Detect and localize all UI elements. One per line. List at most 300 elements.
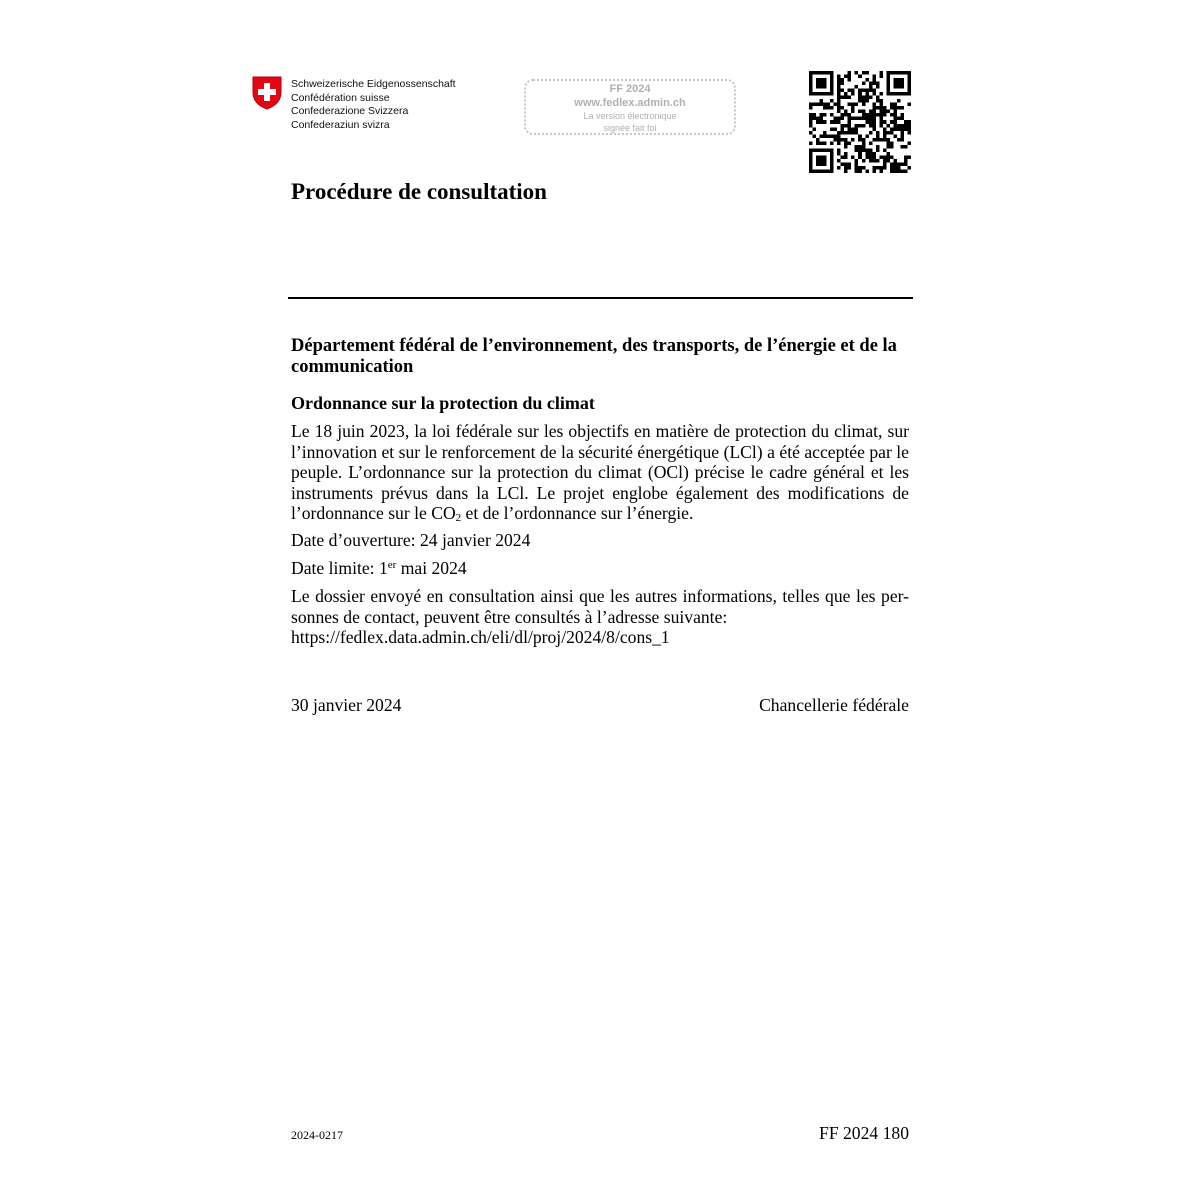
qr-module bbox=[823, 134, 827, 138]
confederation-line-rm: Confederaziun svizra bbox=[291, 118, 390, 131]
qr-module bbox=[904, 145, 908, 149]
qr-module bbox=[886, 92, 890, 96]
qr-module bbox=[904, 159, 908, 163]
qr-module bbox=[816, 162, 820, 166]
issuer-label: Chancellerie fédérale bbox=[759, 695, 909, 715]
qr-module bbox=[820, 82, 824, 86]
qr-module bbox=[823, 169, 827, 173]
qr-module bbox=[879, 106, 883, 110]
qr-module bbox=[872, 113, 876, 117]
qr-module bbox=[830, 152, 834, 156]
qr-module bbox=[869, 148, 873, 152]
qr-module bbox=[893, 113, 897, 117]
qr-module bbox=[876, 113, 880, 117]
qr-module bbox=[855, 71, 859, 75]
qr-module bbox=[837, 117, 841, 121]
qr-module bbox=[879, 117, 883, 121]
qr-module bbox=[862, 113, 866, 117]
qr-module bbox=[886, 152, 890, 156]
qr-module bbox=[893, 120, 897, 124]
qr-module bbox=[848, 131, 852, 135]
qr-module bbox=[823, 85, 827, 89]
qr-module bbox=[858, 92, 862, 96]
qr-module bbox=[830, 92, 834, 96]
qr-module bbox=[837, 89, 841, 93]
qr-module bbox=[848, 89, 852, 93]
qr-module bbox=[830, 134, 834, 138]
deadline-suffix: mai 2024 bbox=[396, 558, 467, 578]
qr-module bbox=[879, 110, 883, 114]
qr-module bbox=[848, 120, 852, 124]
confederation-label bbox=[291, 78, 456, 132]
qr-module bbox=[844, 138, 848, 142]
qr-module bbox=[837, 78, 841, 82]
qr-module bbox=[862, 138, 866, 142]
qr-module bbox=[827, 148, 831, 152]
qr-module bbox=[809, 124, 813, 128]
qr-module bbox=[869, 152, 873, 156]
qr-module bbox=[907, 89, 911, 93]
qr-module bbox=[851, 131, 855, 135]
qr-module bbox=[830, 106, 834, 110]
qr-module bbox=[820, 162, 824, 166]
qr-module bbox=[848, 96, 852, 100]
qr-module bbox=[890, 145, 894, 149]
qr-module bbox=[820, 155, 824, 159]
qr-module bbox=[869, 120, 873, 124]
qr-module bbox=[883, 159, 887, 163]
qr-module bbox=[844, 141, 848, 145]
qr-module bbox=[886, 78, 890, 82]
qr-module bbox=[813, 103, 817, 107]
qr-module bbox=[879, 120, 883, 124]
qr-module bbox=[890, 131, 894, 135]
qr-module bbox=[844, 152, 848, 156]
qr-module bbox=[837, 166, 841, 170]
qr-module bbox=[893, 78, 897, 82]
qr-module bbox=[830, 155, 834, 159]
qr-module bbox=[848, 117, 852, 121]
qr-module bbox=[879, 124, 883, 128]
qr-module bbox=[844, 110, 848, 114]
qr-module bbox=[890, 141, 894, 145]
qr-module bbox=[841, 124, 845, 128]
qr-module bbox=[869, 89, 873, 93]
qr-module bbox=[862, 141, 866, 145]
qr-module bbox=[862, 117, 866, 121]
electronic-signature-stamp bbox=[524, 79, 736, 135]
qr-module bbox=[862, 124, 866, 128]
qr-module bbox=[820, 71, 824, 75]
qr-module bbox=[841, 82, 845, 86]
qr-module bbox=[890, 113, 894, 117]
consultation-link[interactable]: https://fedlex.data.admin.ch/eli/dl/proj/2024/8/cons_1 bbox=[291, 627, 670, 648]
qr-module bbox=[809, 162, 813, 166]
qr-module bbox=[820, 120, 824, 124]
qr-module bbox=[858, 169, 862, 173]
qr-module bbox=[823, 106, 827, 110]
qr-module bbox=[890, 103, 894, 107]
qr-module bbox=[820, 113, 824, 117]
qr-module bbox=[816, 85, 820, 89]
qr-module bbox=[837, 85, 841, 89]
qr-module bbox=[872, 110, 876, 114]
qr-module bbox=[827, 106, 831, 110]
qr-module bbox=[841, 96, 845, 100]
qr-module bbox=[809, 92, 813, 96]
qr-module bbox=[890, 169, 894, 173]
qr-module bbox=[872, 89, 876, 93]
qr-module bbox=[848, 78, 852, 82]
qr-module bbox=[890, 155, 894, 159]
qr-module bbox=[900, 78, 904, 82]
qr-module bbox=[886, 110, 890, 114]
qr-module bbox=[865, 120, 869, 124]
qr-module bbox=[837, 148, 841, 152]
qr-module bbox=[879, 99, 883, 103]
qr-module bbox=[890, 92, 894, 96]
qr-module bbox=[893, 162, 897, 166]
qr-module bbox=[820, 103, 824, 107]
qr-module bbox=[816, 120, 820, 124]
qr-module bbox=[872, 78, 876, 82]
qr-module bbox=[904, 120, 908, 124]
qr-module bbox=[893, 103, 897, 107]
qr-module bbox=[886, 85, 890, 89]
qr-module bbox=[879, 166, 883, 170]
intro-text-b: et de l’ordonnance sur l’énergie. bbox=[461, 503, 694, 524]
qr-module bbox=[876, 138, 880, 142]
qr-module bbox=[876, 166, 880, 170]
page-reference: FF 2024 180 bbox=[819, 1123, 909, 1143]
qr-module bbox=[886, 71, 890, 75]
qr-module bbox=[830, 120, 834, 124]
qr-module bbox=[897, 106, 901, 110]
qr-module bbox=[830, 159, 834, 163]
qr-module bbox=[820, 169, 824, 173]
qr-module bbox=[844, 169, 848, 173]
qr-module bbox=[869, 96, 873, 100]
qr-module bbox=[886, 131, 890, 135]
qr-module bbox=[907, 124, 911, 128]
qr-module bbox=[823, 120, 827, 124]
qr-module bbox=[872, 138, 876, 142]
qr-module bbox=[830, 148, 834, 152]
qr-module bbox=[851, 155, 855, 159]
qr-module bbox=[879, 71, 883, 75]
qr-module bbox=[900, 82, 904, 86]
qr-module bbox=[865, 117, 869, 121]
qr-module bbox=[858, 166, 862, 170]
qr-module bbox=[893, 110, 897, 114]
qr-module bbox=[907, 131, 911, 135]
qr-module bbox=[872, 124, 876, 128]
qr-module bbox=[883, 120, 887, 124]
qr-module bbox=[830, 78, 834, 82]
info-paragraph bbox=[291, 586, 909, 648]
qr-module bbox=[900, 162, 904, 166]
qr-module bbox=[862, 89, 866, 93]
qr-module bbox=[820, 92, 824, 96]
qr-module bbox=[893, 71, 897, 75]
qr-module bbox=[827, 169, 831, 173]
qr-module bbox=[897, 169, 901, 173]
qr-module bbox=[883, 138, 887, 142]
qr-module bbox=[865, 155, 869, 159]
qr-module bbox=[848, 127, 852, 131]
qr-module bbox=[879, 75, 883, 79]
qr-module bbox=[809, 75, 813, 79]
qr-module bbox=[834, 127, 838, 131]
qr-module bbox=[830, 75, 834, 79]
qr-module bbox=[890, 106, 894, 110]
qr-module bbox=[907, 166, 911, 170]
qr-module bbox=[890, 162, 894, 166]
qr-module bbox=[816, 141, 820, 145]
deadline-superscript: er bbox=[387, 559, 397, 571]
qr-module bbox=[879, 92, 883, 96]
qr-module bbox=[830, 169, 834, 173]
qr-module bbox=[809, 78, 813, 82]
qr-module bbox=[862, 145, 866, 149]
qr-module bbox=[897, 78, 901, 82]
qr-module bbox=[837, 110, 841, 114]
qr-module bbox=[823, 78, 827, 82]
qr-module bbox=[855, 162, 859, 166]
qr-module bbox=[858, 155, 862, 159]
qr-module bbox=[858, 138, 862, 142]
qr-module bbox=[862, 166, 866, 170]
qr-module bbox=[837, 131, 841, 135]
qr-module bbox=[904, 92, 908, 96]
qr-module bbox=[865, 89, 869, 93]
qr-module bbox=[827, 103, 831, 107]
qr-module bbox=[900, 169, 904, 173]
qr-module bbox=[897, 85, 901, 89]
qr-module bbox=[851, 110, 855, 114]
qr-module bbox=[858, 134, 862, 138]
qr-module bbox=[827, 134, 831, 138]
qr-module bbox=[848, 166, 852, 170]
qr-module bbox=[816, 155, 820, 159]
qr-module bbox=[900, 71, 904, 75]
qr-module bbox=[876, 134, 880, 138]
qr-module bbox=[851, 103, 855, 107]
qr-module bbox=[893, 134, 897, 138]
subject-heading: Ordonnance sur la protection du climat bbox=[291, 393, 595, 413]
qr-module bbox=[907, 82, 911, 86]
qr-module bbox=[823, 113, 827, 117]
qr-module bbox=[886, 159, 890, 163]
qr-module bbox=[883, 127, 887, 131]
qr-module bbox=[858, 99, 862, 103]
qr-module bbox=[879, 155, 883, 159]
qr-module bbox=[865, 96, 869, 100]
qr-module bbox=[872, 106, 876, 110]
qr-module bbox=[869, 117, 873, 121]
qr-module bbox=[893, 124, 897, 128]
qr-module bbox=[823, 162, 827, 166]
qr-module bbox=[851, 138, 855, 142]
qr-module bbox=[816, 159, 820, 163]
qr-module bbox=[830, 71, 834, 75]
qr-module bbox=[844, 162, 848, 166]
qr-module bbox=[830, 166, 834, 170]
qr-module bbox=[872, 152, 876, 156]
qr-module bbox=[851, 89, 855, 93]
qr-module bbox=[904, 162, 908, 166]
qr-module bbox=[837, 141, 841, 145]
qr-module bbox=[900, 113, 904, 117]
qr-module bbox=[890, 120, 894, 124]
qr-module bbox=[862, 148, 866, 152]
qr-module bbox=[890, 71, 894, 75]
qr-module bbox=[841, 155, 845, 159]
qr-module bbox=[907, 85, 911, 89]
publication-date: 30 janvier 2024 bbox=[291, 695, 402, 715]
qr-module bbox=[883, 148, 887, 152]
qr-module bbox=[855, 148, 859, 152]
page-title: Procédure de consultation bbox=[291, 179, 547, 204]
qr-module bbox=[893, 159, 897, 163]
department-heading: Département fédéral de l’environnement, des transports, de l’énergie et de la communication bbox=[291, 336, 897, 377]
qr-module bbox=[841, 131, 845, 135]
qr-module bbox=[890, 166, 894, 170]
qr-module bbox=[837, 99, 841, 103]
qr-module bbox=[872, 82, 876, 86]
qr-module bbox=[816, 103, 820, 107]
qr-module bbox=[886, 124, 890, 128]
qr-module bbox=[823, 155, 827, 159]
qr-module bbox=[816, 78, 820, 82]
qr-module bbox=[841, 127, 845, 131]
qr-module bbox=[855, 166, 859, 170]
qr-module bbox=[872, 166, 876, 170]
qr-module bbox=[865, 152, 869, 156]
qr-module bbox=[865, 78, 869, 82]
qr-module bbox=[858, 96, 862, 100]
qr-module bbox=[823, 131, 827, 135]
qr-module bbox=[900, 117, 904, 121]
qr-module bbox=[858, 145, 862, 149]
qr-module bbox=[865, 99, 869, 103]
qr-module bbox=[872, 120, 876, 124]
qr-module bbox=[876, 99, 880, 103]
qr-module bbox=[844, 124, 848, 128]
qr-module bbox=[858, 110, 862, 114]
qr-module bbox=[848, 124, 852, 128]
qr-module bbox=[841, 117, 845, 121]
qr-module bbox=[862, 110, 866, 114]
qr-module bbox=[858, 152, 862, 156]
qr-module bbox=[876, 106, 880, 110]
qr-module bbox=[813, 117, 817, 121]
confederation-line-it: Confederazione Svizzera bbox=[291, 105, 409, 118]
qr-module bbox=[900, 127, 904, 131]
qr-module bbox=[809, 166, 813, 170]
qr-module bbox=[886, 138, 890, 142]
qr-module bbox=[904, 155, 908, 159]
qr-module bbox=[872, 159, 876, 163]
qr-module bbox=[886, 141, 890, 145]
qr-module bbox=[820, 85, 824, 89]
qr-module bbox=[858, 89, 862, 93]
qr-module bbox=[837, 134, 841, 138]
qr-module bbox=[848, 71, 852, 75]
qr-module bbox=[858, 124, 862, 128]
qr-module bbox=[809, 169, 813, 173]
qr-module bbox=[876, 159, 880, 163]
qr-module bbox=[844, 155, 848, 159]
qr-module bbox=[841, 138, 845, 142]
qr-module bbox=[886, 89, 890, 93]
qr-module bbox=[809, 155, 813, 159]
qr-module bbox=[904, 71, 908, 75]
qr-module bbox=[848, 162, 852, 166]
qr-module bbox=[834, 117, 838, 121]
qr-module bbox=[904, 124, 908, 128]
qr-module bbox=[823, 82, 827, 86]
qr-module bbox=[879, 103, 883, 107]
qr-module bbox=[813, 113, 817, 117]
qr-module bbox=[883, 166, 887, 170]
qr-module bbox=[823, 159, 827, 163]
qr-module bbox=[883, 131, 887, 135]
qr-module bbox=[897, 92, 901, 96]
qr-module bbox=[876, 148, 880, 152]
qr-module bbox=[872, 92, 876, 96]
qr-module bbox=[837, 75, 841, 79]
qr-module bbox=[816, 148, 820, 152]
qr-module bbox=[816, 138, 820, 142]
qr-module bbox=[869, 159, 873, 163]
qr-module bbox=[893, 92, 897, 96]
qr-module bbox=[879, 113, 883, 117]
qr-module bbox=[886, 145, 890, 149]
qr-module bbox=[830, 127, 834, 131]
qr-module bbox=[844, 166, 848, 170]
qr-module bbox=[848, 103, 852, 107]
qr-module bbox=[897, 82, 901, 86]
qr-module bbox=[869, 131, 873, 135]
qr-module bbox=[809, 148, 813, 152]
qr-module bbox=[865, 148, 869, 152]
qr-module bbox=[897, 99, 901, 103]
qr-module bbox=[869, 155, 873, 159]
qr-module bbox=[813, 71, 817, 75]
qr-module bbox=[837, 103, 841, 107]
qr-module bbox=[862, 71, 866, 75]
qr-module bbox=[809, 106, 813, 110]
qr-code-icon[interactable] bbox=[809, 71, 911, 173]
qr-module bbox=[862, 103, 866, 107]
qr-module bbox=[830, 141, 834, 145]
qr-module bbox=[869, 113, 873, 117]
qr-module bbox=[869, 141, 873, 145]
qr-module bbox=[834, 134, 838, 138]
qr-module bbox=[855, 117, 859, 121]
qr-module bbox=[816, 117, 820, 121]
qr-module bbox=[823, 92, 827, 96]
stamp-line-3: La version électronique bbox=[583, 111, 677, 121]
qr-module bbox=[872, 127, 876, 131]
qr-module bbox=[855, 85, 859, 89]
qr-module bbox=[855, 131, 859, 135]
qr-module bbox=[837, 138, 841, 142]
qr-module bbox=[900, 145, 904, 149]
qr-module bbox=[823, 141, 827, 145]
qr-module bbox=[886, 82, 890, 86]
